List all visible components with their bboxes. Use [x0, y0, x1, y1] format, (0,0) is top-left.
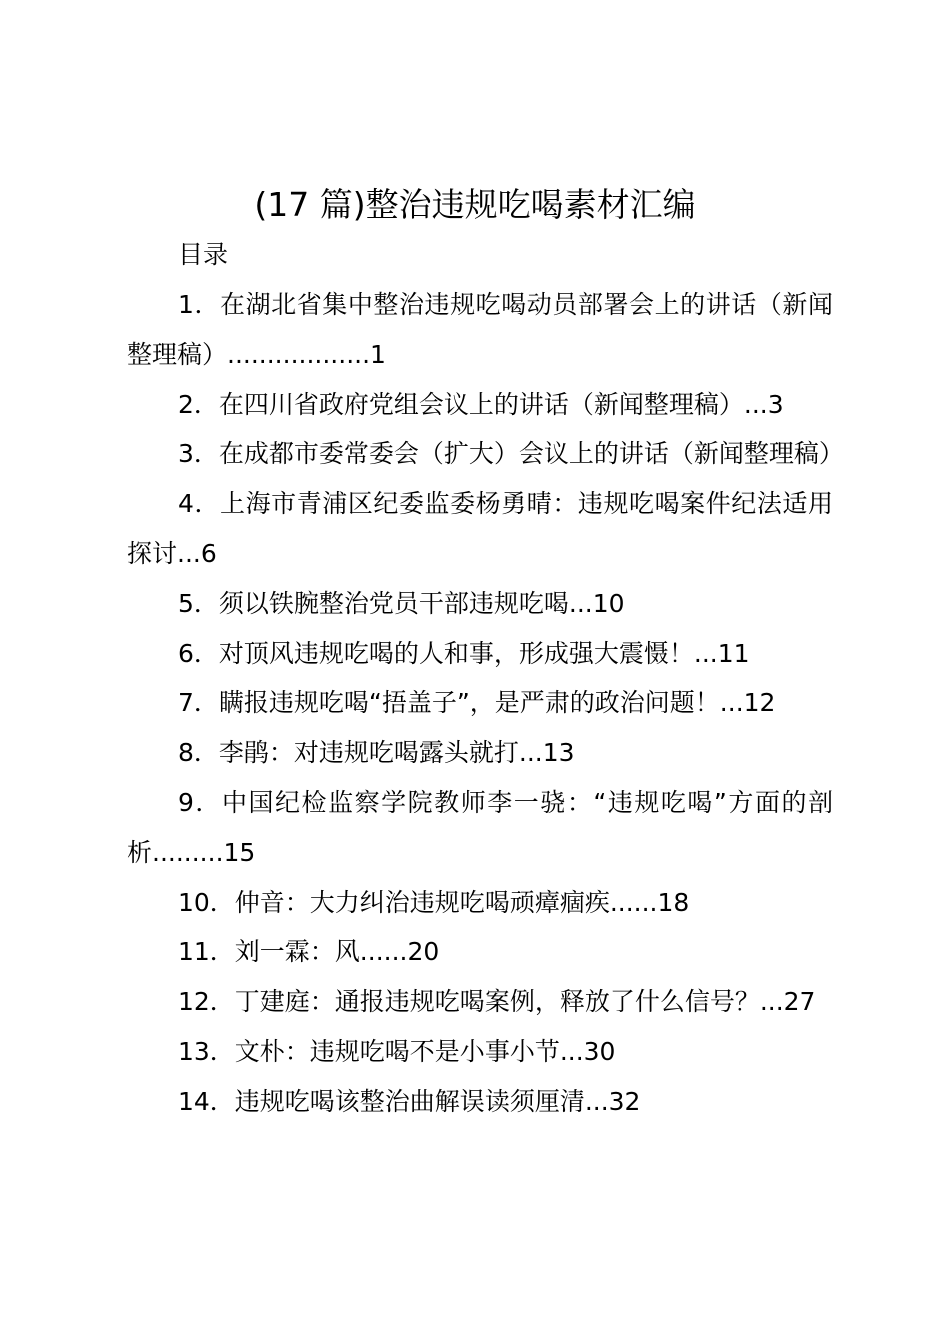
toc-item-3: 3．在成都市委常委会（扩大）会议上的讲话（新闻整理稿） — [178, 439, 844, 469]
toc-item-11: 11．刘一霖：风......20 — [178, 937, 440, 967]
toc-item-6: 6．对顶风违规吃喝的人和事，形成强大震慑！...11 — [178, 638, 750, 668]
toc-item-10: 10．仲音：大力纠治违规吃喝顽瘴痼疾......18 — [178, 887, 690, 917]
toc-item-4: 4．上海市青浦区纪委监委杨勇晴：违规吃喝案件纪法适用探讨...6 — [127, 489, 833, 568]
toc-heading: 目录 — [178, 240, 229, 269]
toc-item-5: 5．须以铁腕整治党员干部违规吃喝...10 — [178, 588, 625, 618]
toc-item-14: 14．违规吃喝该整治曲解误读须厘清...32 — [178, 1086, 641, 1116]
toc-item-2: 2．在四川省政府党组会议上的讲话（新闻整理稿）...3 — [178, 389, 784, 419]
toc-item-9: 9．中国纪检监察学院教师李一骁：“违规吃喝”方面的剖析.........15 — [127, 787, 833, 867]
table-of-contents — [127, 280, 844, 1127]
toc-item-1: 1．在湖北省集中整治违规吃喝动员部署会上的讲话（新闻整理稿）..................1 — [127, 290, 833, 369]
toc-item-12: 12．丁建庭：通报违规吃喝案例，释放了什么信号？...27 — [178, 987, 816, 1017]
document-title: (17 篇)整治违规吃喝素材汇编 — [254, 185, 696, 224]
toc-item-13: 13．文朴：违规吃喝不是小事小节...30 — [178, 1036, 616, 1066]
toc-item-7: 7．瞒报违规吃喝“捂盖子”，是严肃的政治问题！...12 — [178, 688, 776, 718]
toc-item-8: 8．李鹃：对违规吃喝露头就打...13 — [178, 738, 575, 768]
